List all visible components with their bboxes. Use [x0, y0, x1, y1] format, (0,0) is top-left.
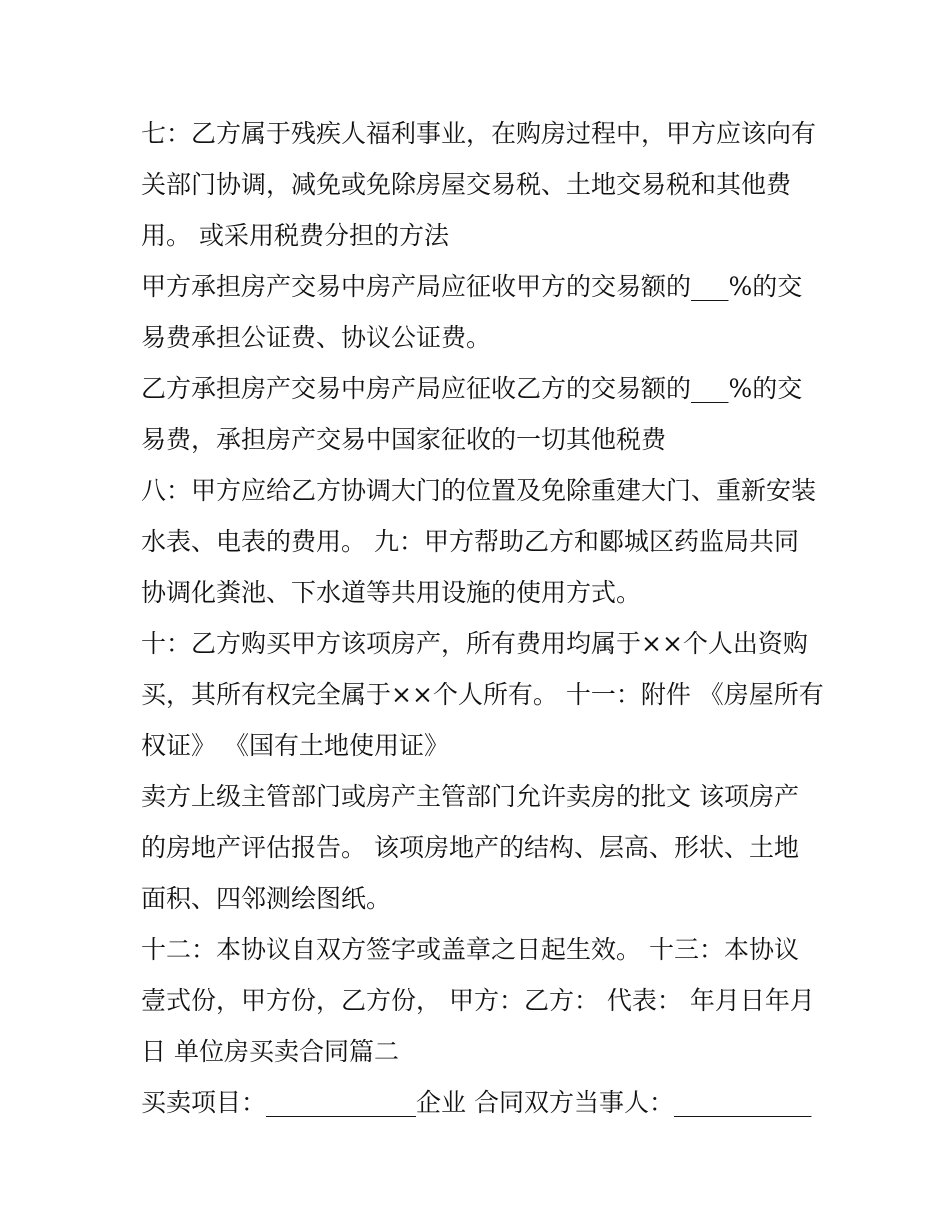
text-line: 关部门协调，减免或免除房屋交易税、土地交易税和其他费 — [141, 170, 792, 199]
text-line: 协调化粪池、下水道等共用设施的使用方式。 — [141, 578, 642, 607]
text-line: 易费承担公证费、协议公证费。 — [141, 323, 492, 352]
text-line: 卖方上级主管部门或房产主管部门允许卖房的批文 该项房产 — [141, 782, 799, 811]
text-line: 八：甲方应给乙方协调大门的位置及免除重建大门、重新安装 — [141, 476, 817, 505]
text-line: 壹式份，甲方份，乙方份， 甲方：乙方： 代表： 年月日年月 — [141, 986, 815, 1015]
text-line: 用。 或采用税费分担的方法 — [141, 221, 449, 250]
text-line: 水表、电表的费用。 九：甲方帮助乙方和郾城区药监局共同 — [141, 527, 799, 556]
text-line: 日 单位房买卖合同篇二 — [141, 1037, 399, 1066]
text-line: 买卖项目：____________企业 合同双方当事人：___________ — [141, 1088, 812, 1117]
text-line: 面积、四邻测绘图纸。 — [141, 884, 392, 913]
text-line: 权证》 《国有土地使用证》 — [141, 731, 449, 760]
text-line: 易费，承担房产交易中国家征收的一切其他税费 — [141, 425, 667, 454]
text-line: 十二：本协议自双方签字或盖章之日起生效。 十三：本协议 — [141, 935, 799, 964]
text-line: 的房地产评估报告。 该项房地产的结构、层高、形状、土地 — [141, 833, 799, 862]
text-line: 甲方承担房产交易中房产局应征收甲方的交易额的___%的交 — [141, 272, 803, 301]
contract-text — [141, 108, 831, 1128]
text-line: 买，其所有权完全属于××个人所有。 十一：附件 《房屋所有 — [141, 680, 824, 709]
text-line: 七：乙方属于残疾人福利事业，在购房过程中，甲方应该向有 — [141, 119, 817, 148]
text-line: 乙方承担房产交易中房产局应征收乙方的交易额的___%的交 — [141, 374, 803, 403]
text-line: 十：乙方购买甲方该项房产，所有费用均属于××个人出资购 — [141, 629, 808, 658]
